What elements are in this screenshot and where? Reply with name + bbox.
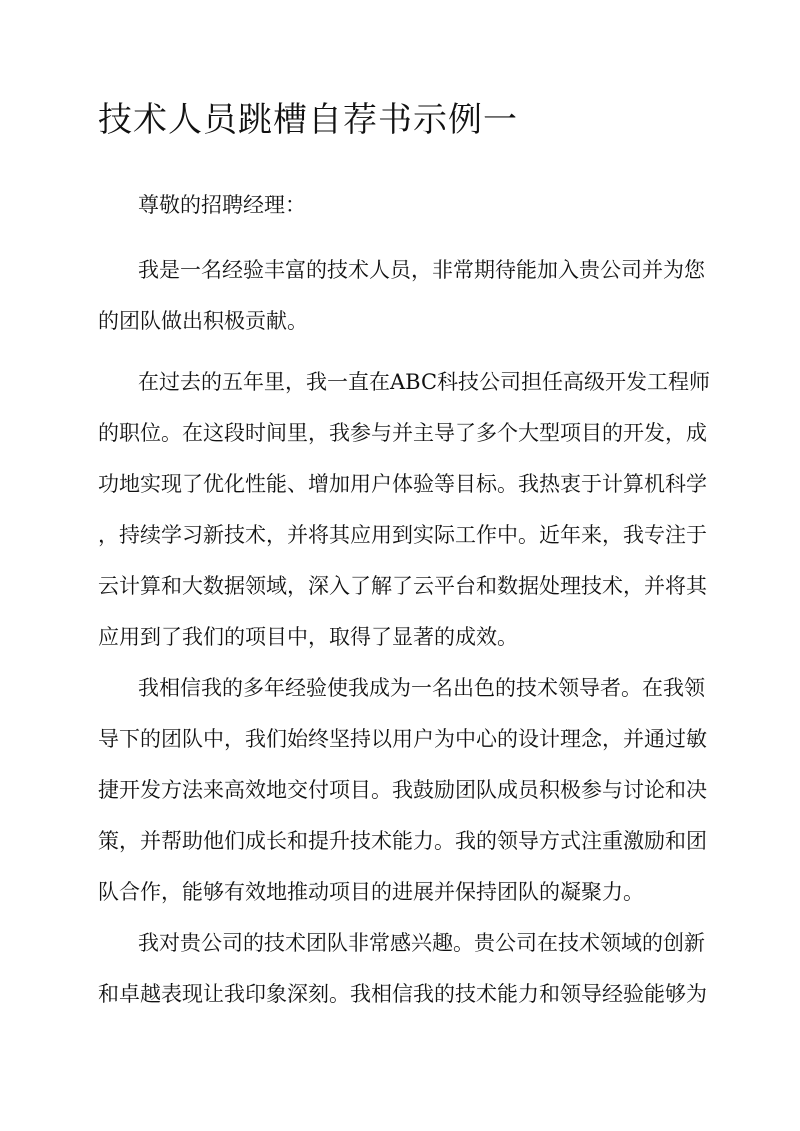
salutation	[138, 180, 306, 231]
paragraph-line: 云计算和大数据领域，深入了解了云平台和数据处理技术，并将其	[98, 574, 707, 598]
salutation-line: 尊敬的招聘经理：	[138, 193, 306, 217]
paragraph-line: 应用到了我们的项目中，取得了显著的成效。	[98, 625, 518, 649]
paragraph-line: 在过去的五年里，我一直在ABC科技公司担任高级开发工程师	[138, 370, 711, 394]
paragraph-line: 我是一名经验丰富的技术人员，非常期待能加入贵公司并为您	[138, 258, 705, 282]
paragraph-line: 的职位。在这段时间里，我参与并主导了多个大型项目的开发，成	[98, 421, 707, 445]
paragraph-4	[98, 918, 707, 1020]
paragraph-line: 捷开发方法来高效地交付项目。我鼓励团队成员积极参与讨论和决	[98, 778, 707, 802]
paragraph-line: ，持续学习新技术，并将其应用到实际工作中。近年来，我专注于	[98, 523, 707, 547]
paragraph-line: 我相信我的多年经验使我成为一名出色的技术领导者。在我领	[138, 676, 705, 700]
document-title: 技术人员跳槽自荐书示例一	[98, 100, 518, 140]
paragraph-line: 功地实现了优化性能、增加用户体验等目标。我热衷于计算机科学	[98, 472, 707, 496]
paragraph-line: 导下的团队中，我们始终坚持以用户为中心的设计理念，并通过敏	[98, 727, 707, 751]
paragraph-line: 我对贵公司的技术团队非常感兴趣。贵公司在技术领域的创新	[138, 931, 705, 955]
paragraph-1	[98, 245, 705, 347]
paragraph-line: 策，并帮助他们成长和提升技术能力。我的领导方式注重激励和团	[98, 829, 707, 853]
paragraph-3	[98, 663, 707, 918]
paragraph-line: 的团队做出积极贡献。	[98, 309, 308, 333]
paragraph-2	[98, 357, 710, 663]
paragraph-line: 队合作，能够有效地推动项目的进展并保持团队的凝聚力。	[98, 880, 644, 904]
paragraph-line: 和卓越表现让我印象深刻。我相信我的技术能力和领导经验能够为	[98, 982, 707, 1006]
